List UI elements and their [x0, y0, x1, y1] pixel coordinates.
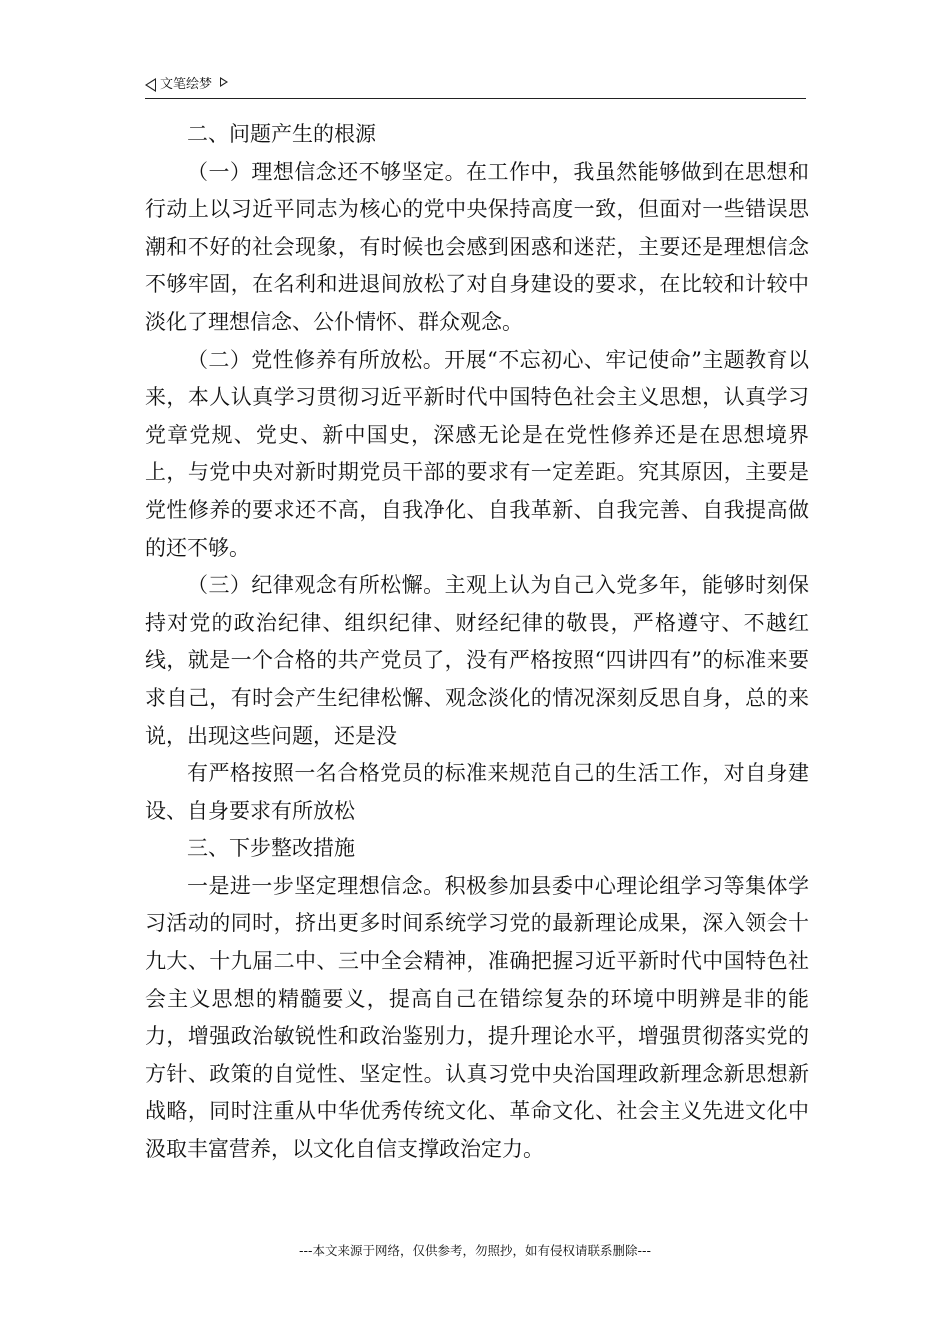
page-footer-disclaimer: ---本文来源于网络，仅供参考，勿照抄，如有侵权请联系删除--- [298, 1243, 652, 1258]
section-heading-roots: 二、问题产生的根源 [187, 122, 376, 146]
paragraph-discipline: （三）纪律观念有所松懈。主观上认为自己入党多年，能够时刻保持对党的政治纪律、组织纪律、财经纪律的敬畏，严格遵守、不越红线，就是一个合格的共产党员了，没有严格按照“四讲四有”的标准来要求自己，有时会产生纪律松懈、观念淡化的情况深刻反思自身，总的来说，出现这些问题，还是没 [145, 573, 809, 748]
header-title: 文笔绘梦 [160, 77, 213, 92]
paragraph-party-spirit: （二）党性修养有所放松。开展“不忘初心、牢记使命”主题教育以来，本人认真学习贯彻习近平新时代中国特色社会主义思想，认真学习党章党规、党史、新中国史，深感无论是在党性修养还是在思想境界上，与党中央对新时期党员干部的要求有一定差距。究其原因，主要是党性修养的要求还不高，自我净化、自我革新、自我完善、自我提高做的还不够。 [145, 347, 809, 560]
page-header [145, 74, 806, 99]
triangle-left-icon [145, 78, 156, 92]
paragraph-discipline-continued: 有严格按照一名合格党员的标准来规范自己的生活工作，对自身建设、自身要求有所放松 [145, 761, 809, 823]
triangle-right-icon [220, 77, 228, 87]
document-body [145, 116, 809, 1169]
section-heading-measures: 三、下步整改措施 [187, 836, 355, 861]
paragraph-ideals: （一）理想信念还不够坚定。在工作中，我虽然能够做到在思想和行动上以习近平同志为核心的党中央保持高度一致，但面对一些错误思潮和不好的社会现象，有时候也会感到困惑和迷茫，主要还是理想信念不够牢固，在名利和进退间放松了对自身建设的要求，在比较和计较中淡化了理想信念、公仆情怀、群众观念。 [145, 159, 809, 334]
paragraph-measure-one: 一是进一步坚定理想信念。积极参加县委中心理论组学习等集体学习活动的同时，挤出更多时间系统学习党的最新理论成果，深入领会十九大、十九届二中、三中全会精神，准确把握习近平新时代中国特色社会主义思想的精髓要义，提高自己在错综复杂的环境中明辨是非的能力，增强政治敏锐性和政治鉴别力，提升理论水平，增强贯彻落实党的方针、政策的自觉性、坚定性。认真习党中央治国理政新理念新思想新战略，同时注重从中华优秀传统文化、革命文化、社会主义先进文化中汲取丰富营养，以文化自信支撑政治定力。 [145, 873, 809, 1162]
